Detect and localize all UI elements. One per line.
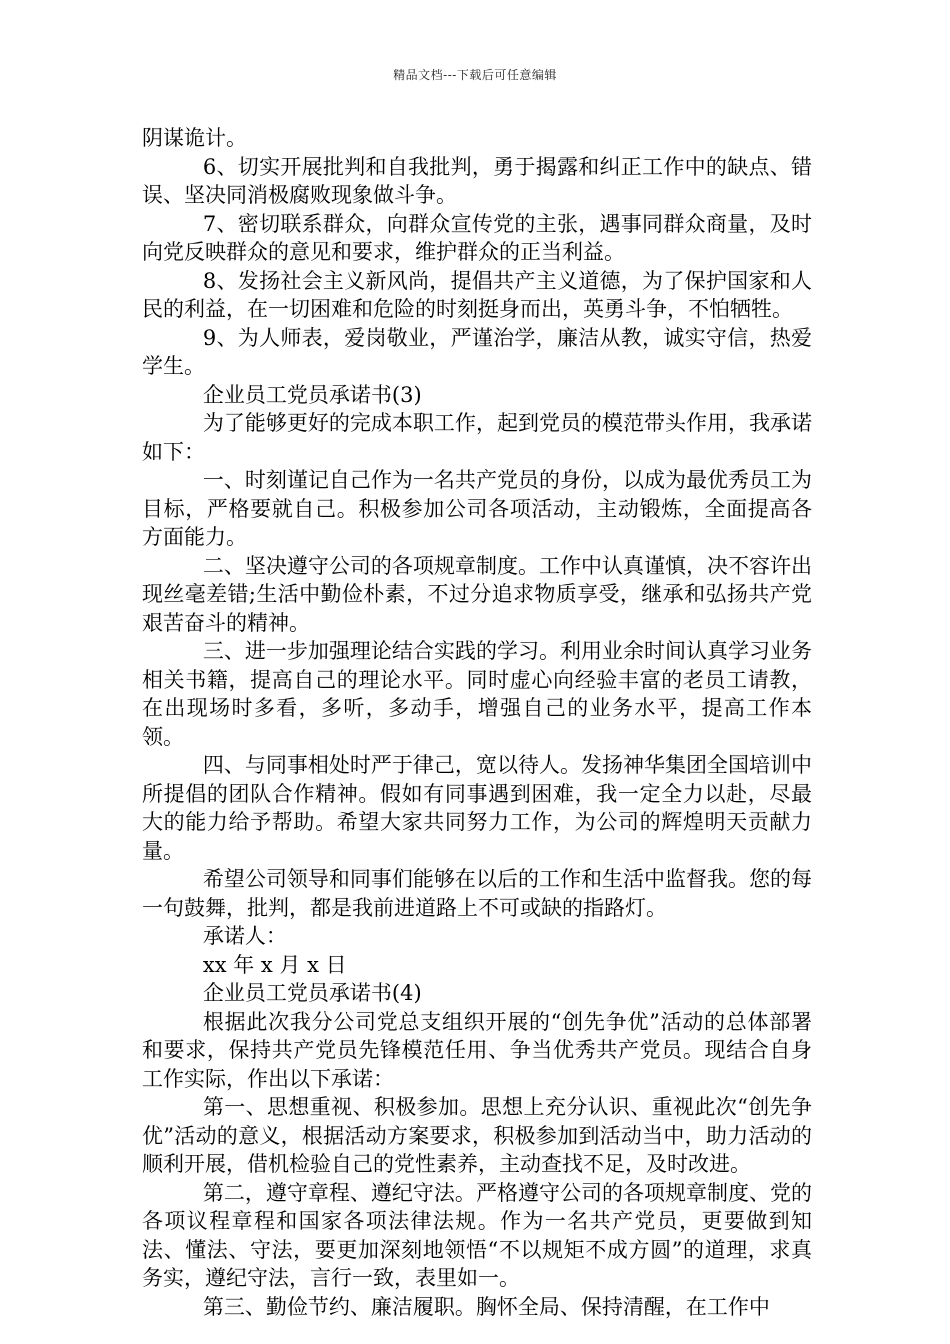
- paragraph: 阴谋诡计。: [142, 126, 247, 150]
- paragraph: 企业员工党员承诺书(4): [202, 981, 422, 1005]
- document-body: [142, 124, 812, 1321]
- paragraph: 第三、勤俭节约、廉洁履职。胸怀全局、保持清醒，在工作中: [202, 1294, 770, 1319]
- page-header: 精品文档---下载后可任意编辑: [393, 68, 557, 82]
- paragraph: 第一、思想重视、积极参加。思想上充分认识、重视此次“创先争优”活动的意义，根据活动方案要求，积极参加到活动当中，助力活动的顺利开展，借机检验自己的党性素养，主动查找不足，及时改进。: [142, 1095, 812, 1176]
- paragraph: 8、发扬社会主义新风尚，提倡共产主义道德，为了保护国家和人民的利益，在一切困难和危险的时刻挺身而出，英勇斗争，不怕牺牲。: [142, 268, 812, 321]
- paragraph: 为了能够更好的完成本职工作，起到党员的模范带头作用，我承诺如下：: [142, 411, 812, 464]
- paragraph: 三、进一步加强理论结合实践的学习。利用业余时间认真学习业务相关书籍，提高自己的理论水平。同时虚心向经验丰富的老员工请教，在出现场时多看，多听，多动手，增强自己的业务水平，提高工作本领。: [142, 639, 812, 749]
- paragraph: 四、与同事相处时严于律己，宽以待人。发扬神华集团全国培训中所提倡的团队合作精神。假如有同事遇到困难，我一定全力以赴，尽最大的能力给予帮助。希望大家共同努力工作，为公司的辉煌明天贡献力量。: [142, 753, 812, 863]
- paragraph: 企业员工党员承诺书(3): [202, 382, 422, 407]
- paragraph: xx 年 x 月 x 日: [202, 952, 347, 977]
- paragraph: 6、切实开展批判和自我批判，勇于揭露和纠正工作中的缺点、错误、坚决同消极腐败现象做斗争。: [142, 154, 812, 207]
- paragraph: 承诺人：: [202, 924, 287, 948]
- paragraph: 7、密切联系群众，向群众宣传党的主张，遇事同群众商量，及时向党反映群众的意见和要求，维护群众的正当利益。: [142, 211, 812, 264]
- paragraph: 第二，遵守章程、遵纪守法。严格遵守公司的各项规章制度、党的各项议程章程和国家各项法律法规。作为一名共产党员，更要做到知法、懂法、守法，要更加深刻地领悟“不以规矩不成方圆”的道理，求真务实，遵纪守法，言行一致，表里如一。: [142, 1180, 812, 1290]
- paragraph: 希望公司领导和同事们能够在以后的工作和生活中监督我。您的每一句鼓舞，批判，都是我前进道路上不可或缺的指路灯。: [142, 867, 812, 920]
- paragraph: 二、坚决遵守公司的各项规章制度。工作中认真谨慎，决不容许出现丝毫差错;生活中勤俭朴素，不过分追求物质享受，继承和弘扬共产党艰苦奋斗的精神。: [142, 553, 812, 635]
- paragraph: 9、为人师表，爱岗敬业，严谨治学，廉洁从教，诚实守信，热爱学生。: [142, 325, 812, 378]
- paragraph: 根据此次我分公司党总支组织开展的“创先争优”活动的总体部署和要求，保持共产党员先锋模范任用、争当优秀共产党员。现结合自身工作实际，作出以下承诺：: [142, 1009, 812, 1091]
- paragraph: 一、时刻谨记自己作为一名共产党员的身份，以成为最优秀员工为目标，严格要就自己。积极参加公司各项活动，主动锻炼，全面提高各方面能力。: [142, 468, 812, 549]
